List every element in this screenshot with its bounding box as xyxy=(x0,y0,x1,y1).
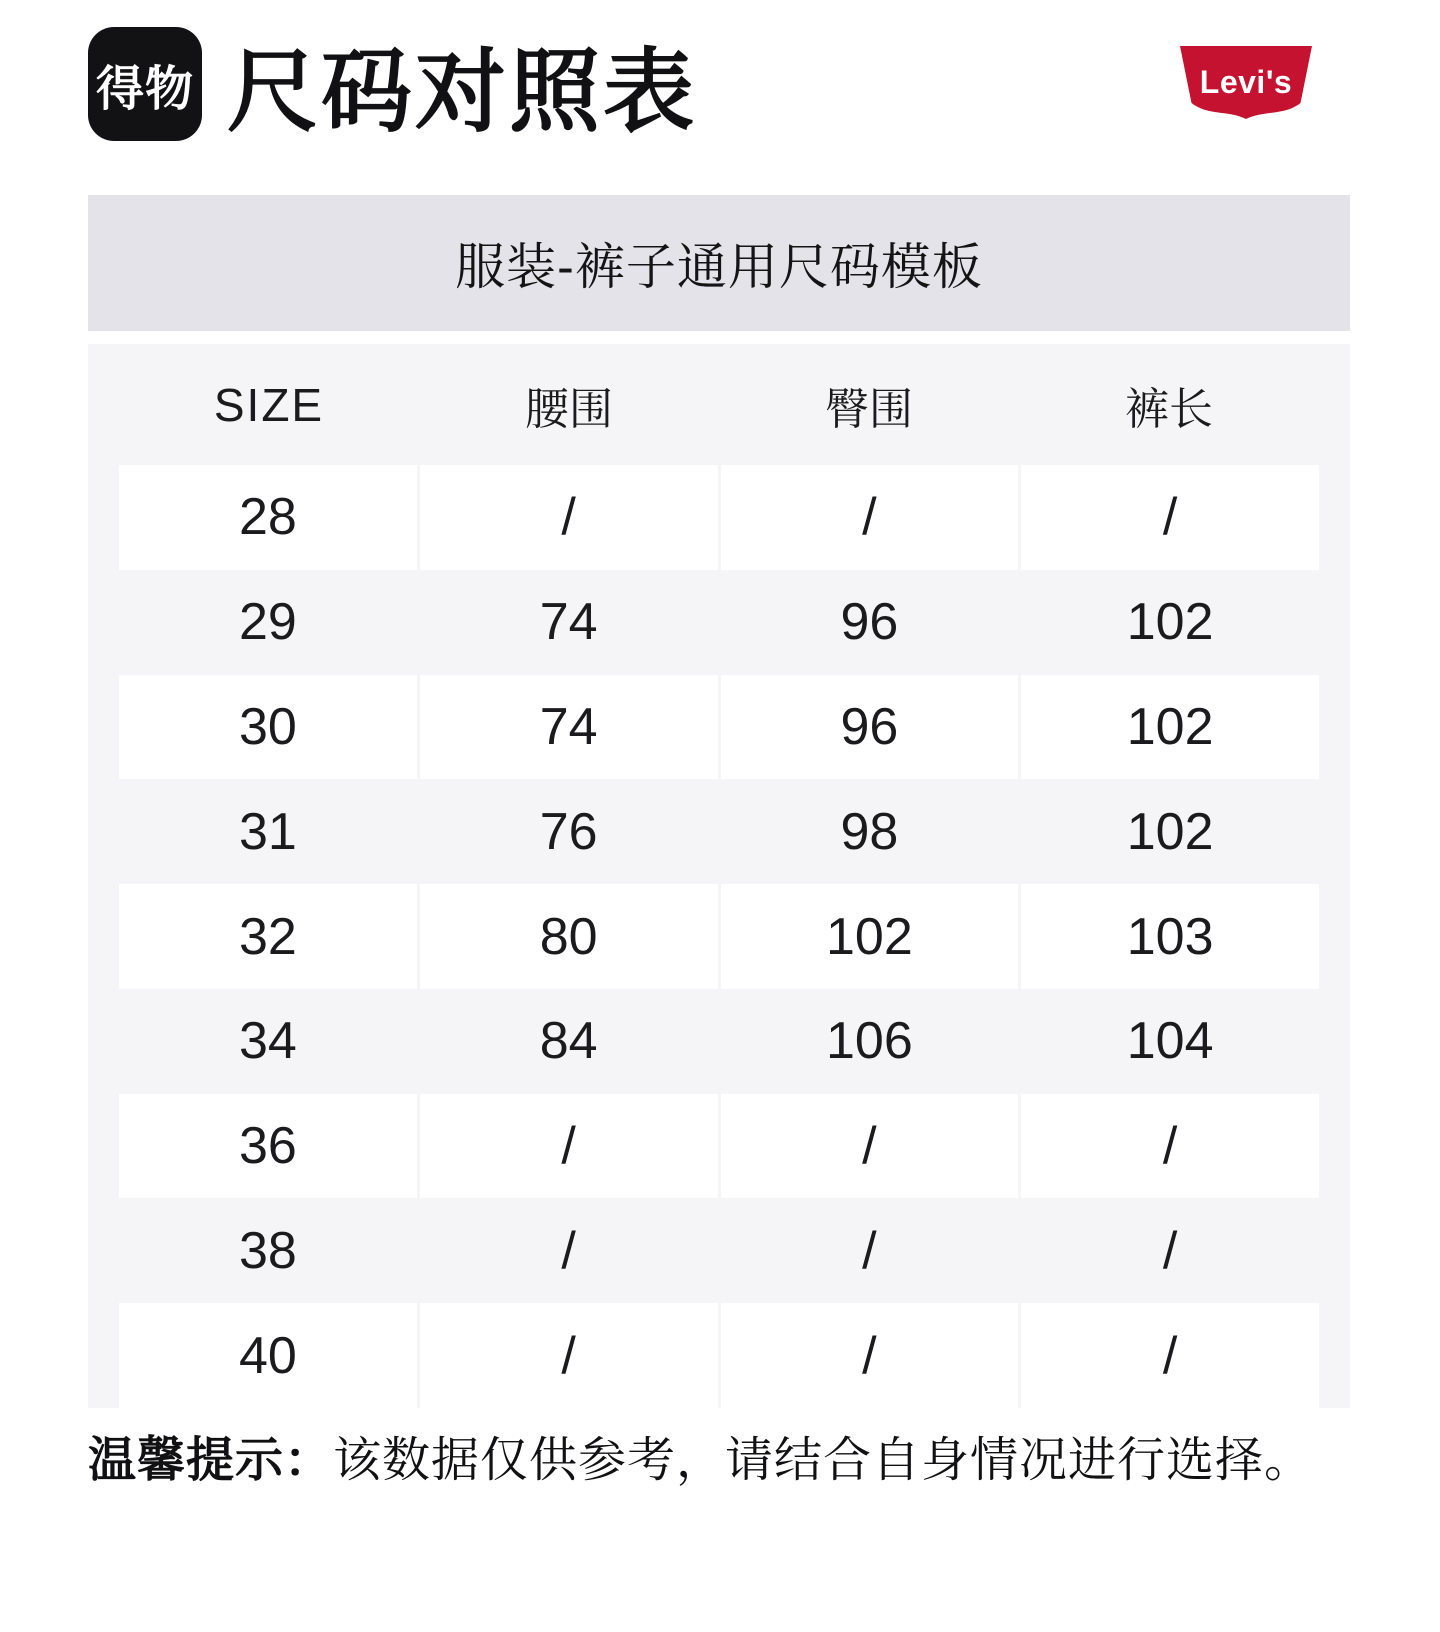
table-cell: / xyxy=(1162,1221,1178,1280)
table-cell: / xyxy=(417,1303,718,1408)
column-header-length: 裤长 xyxy=(1125,384,1213,434)
table-cell: / xyxy=(1018,465,1319,570)
footnote xyxy=(88,1432,1313,1490)
levis-logo-text: Levi's xyxy=(1199,64,1293,100)
footnote-label: 温馨提示： xyxy=(88,1434,334,1487)
table-row xyxy=(119,1094,1319,1199)
table-cell: 38 xyxy=(238,1221,297,1280)
template-banner-title: 服装-裤子通用尺码模板 xyxy=(455,239,983,295)
table-cell: 102 xyxy=(1126,802,1214,861)
table-cell: 34 xyxy=(238,1012,297,1071)
table-row xyxy=(119,1303,1319,1408)
levis-logo-icon xyxy=(1180,46,1312,122)
table-cell: 29 xyxy=(238,593,297,652)
table-cell: 74 xyxy=(539,593,598,652)
table-row xyxy=(119,779,1319,884)
template-banner xyxy=(88,195,1350,331)
table-row xyxy=(119,465,1319,570)
page-title: 尺码对照表 xyxy=(227,42,698,143)
table-row xyxy=(119,989,1319,1094)
table-cell: 102 xyxy=(1018,675,1319,780)
table-cell: 31 xyxy=(238,802,297,861)
table-cell: 96 xyxy=(840,593,899,652)
table-cell: 104 xyxy=(1126,1012,1214,1071)
table-cell: 103 xyxy=(1018,884,1319,989)
table-cell: / xyxy=(1018,1303,1319,1408)
table-cell: 98 xyxy=(840,802,899,861)
footnote-text: 该数据仅供参考，请结合自身情况进行选择。 xyxy=(333,1434,1314,1487)
dewu-logo-text: 得物 xyxy=(95,62,194,116)
size-table xyxy=(88,344,1350,1408)
table-cell: / xyxy=(417,465,718,570)
table-cell: / xyxy=(561,1221,576,1280)
table-row xyxy=(119,1198,1319,1303)
table-cell: 96 xyxy=(718,675,1019,780)
table-row xyxy=(119,675,1319,780)
table-cell: / xyxy=(862,1221,877,1280)
table-header-row xyxy=(119,344,1319,465)
table-body xyxy=(119,465,1319,1408)
column-header-size: SIZE xyxy=(213,378,325,431)
table-cell: 76 xyxy=(539,802,598,861)
table-cell: 74 xyxy=(417,675,718,780)
table-row xyxy=(119,570,1319,675)
column-header-hip: 臀围 xyxy=(825,384,913,434)
table-cell: / xyxy=(417,1094,718,1199)
table-cell: 36 xyxy=(238,1117,297,1176)
table-cell: / xyxy=(718,465,1019,570)
column-header-waist: 腰围 xyxy=(525,384,613,434)
table-row xyxy=(119,884,1319,989)
table-cell: 80 xyxy=(417,884,718,989)
table-cell: / xyxy=(718,1303,1019,1408)
table-cell: 102 xyxy=(1126,593,1214,652)
table-cell: 28 xyxy=(238,488,297,547)
table-cell: / xyxy=(1018,1094,1319,1199)
table-cell: 30 xyxy=(238,697,297,756)
table-cell: / xyxy=(718,1094,1019,1199)
table-cell: 32 xyxy=(238,907,297,966)
dewu-logo xyxy=(88,27,202,141)
table-cell: 106 xyxy=(825,1012,913,1071)
table-cell: 40 xyxy=(238,1326,297,1385)
table-cell: 84 xyxy=(539,1012,598,1071)
table-cell: 102 xyxy=(718,884,1019,989)
